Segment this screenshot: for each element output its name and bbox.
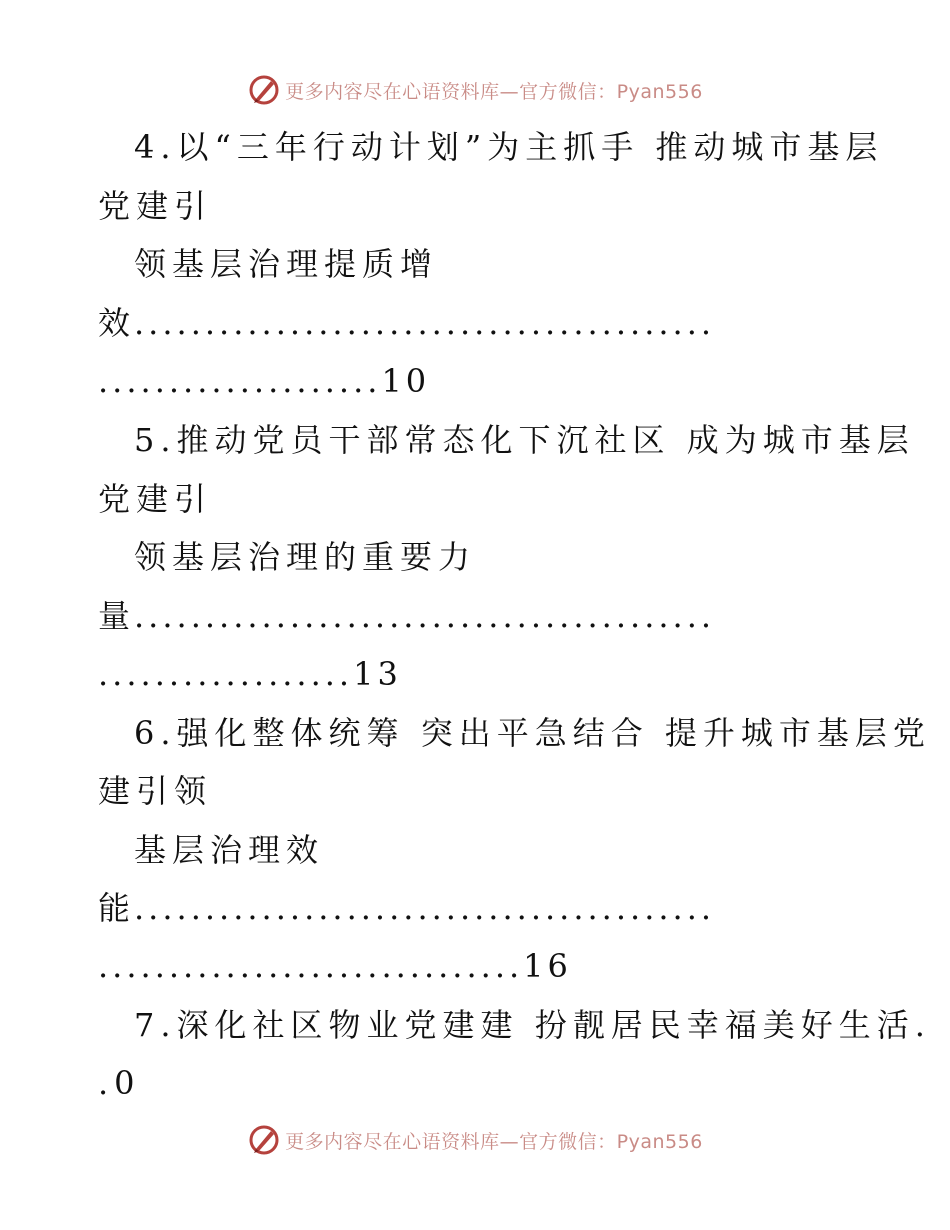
quill-pen-logo-icon [247,1123,281,1157]
toc-entry-4-line2: 党建引 [98,187,213,225]
banner-text: 更多内容尽在心语资料库—官方微信：Pyan556 [285,1130,703,1153]
toc-entry-5-line4: 量......................................... [98,597,716,635]
header-banner [0,72,950,108]
banner-text: 更多内容尽在心语资料库—官方微信：Pyan556 [285,80,703,103]
footer-banner [0,1122,950,1158]
toc-entry-6-line1: 6.强化整体统筹 突出平急结合 提升城市基层党 [134,714,931,752]
toc-entry-7-line1: 7.深化社区物业党建建 扮靓居民幸福美好生活. [134,1006,931,1044]
toc-entry-6-line2: 建引领 [98,772,213,810]
toc-entry-4-page: ....................10 [98,362,431,400]
toc-entry-4-line3: 领基层治理提质增 [134,245,439,283]
toc-entry-5-line2: 党建引 [98,480,213,518]
toc-entry-7-line2: .0 [98,1064,141,1102]
toc-entry-4-line4: 效......................................... [98,304,716,342]
toc-entry-5-page: ..................13 [98,655,402,693]
toc-entry-6-page: ..............................16 [98,947,572,985]
toc-entry-6-line3: 基层治理效 [134,831,325,869]
toc-entry-5-line1: 5.推动党员干部常态化下沉社区 成为城市基层 [134,421,915,459]
quill-pen-logo-icon [247,73,281,107]
toc-entry-5-line3: 领基层治理的重要力 [134,538,477,576]
toc-entry-4-line1: 4.以“三年行动计划”为主抓手 推动城市基层 [134,128,884,166]
toc-entry-6-line4: 能......................................... [98,889,716,927]
